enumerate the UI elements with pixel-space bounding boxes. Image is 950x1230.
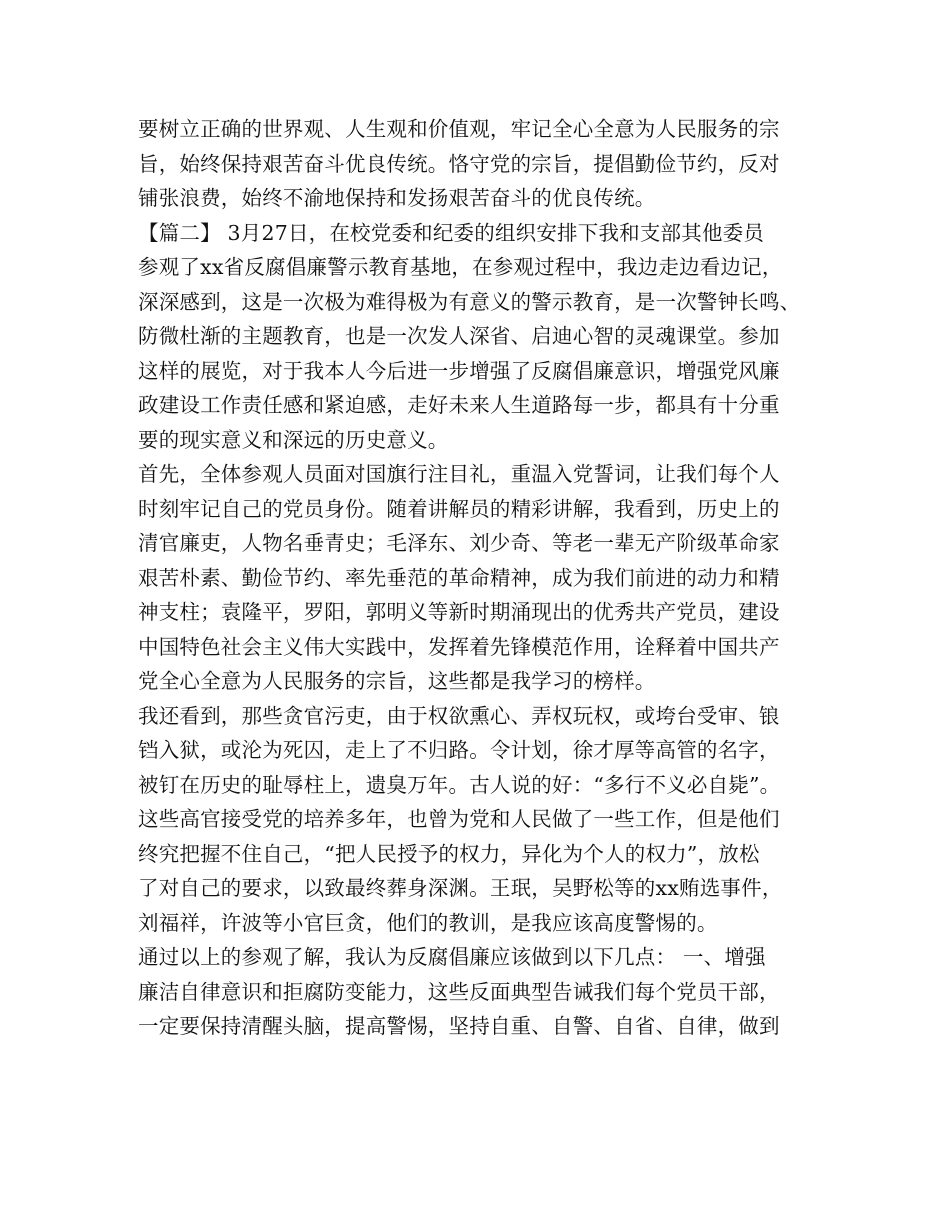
- text-line: 党全心全意为人民服务的宗旨，这些都是我学习的榜样。: [138, 669, 656, 693]
- text-line: 要树立正确的世界观、人生观和价值观，牢记全心全意为人民服务的宗: [138, 117, 780, 141]
- text-line: 通过以上的参观了解，我认为反腐倡廉应该做到以下几点： 一、增强: [138, 945, 766, 969]
- document-body: [138, 112, 838, 1044]
- text-line: 清官廉吏，人物名垂青史；毛泽东、刘少奇、等老一辈无产阶级革命家: [138, 531, 780, 555]
- text-line: 深深感到，这是一次极为难得极为有意义的警示教育，是一次警钟长鸣、: [138, 289, 801, 314]
- text-line: 这样的展览，对于我本人今后进一步增强了反腐倡廉意识，增强党风廉: [138, 358, 780, 383]
- text-line: 政建设工作责任感和紧迫感，走好未来人生道路每一步，都具有十分重: [138, 393, 780, 417]
- text-line: 中国特色社会主义伟大实践中，发挥着先锋模范作用，诠释着中国共产: [138, 634, 780, 659]
- text-line: 刘福祥，许波等小官巨贪，他们的教训，是我应该高度警惕的。: [138, 910, 718, 935]
- text-line: 廉洁自律意识和拒腐防变能力，这些反面典型告诫我们每个党员干部，: [138, 979, 780, 1004]
- text-line: 铛入狱，或沦为死囚，走上了不归路。令计划，徐才厚等高管的名字，: [138, 738, 780, 762]
- text-line: 【篇二】 3月27日，在校党委和纪委的组织安排下我和支部其他委员: [138, 220, 765, 245]
- text-line: 终究把握不住自己，“把人民授予的权力，异化为个人的权力”，放松: [138, 841, 760, 866]
- text-line: 这些高官接受党的培养多年，也曾为党和人民做了一些工作，但是他们: [138, 807, 780, 831]
- text-line: 艰苦朴素、勤俭节约、率先垂范的革命精神，成为我们前进的动力和精: [138, 565, 780, 590]
- text-line: 防微杜渐的主题教育，也是一次发人深省、启迪心智的灵魂课堂。参加: [138, 324, 780, 348]
- text-line: 铺张浪费，始终不渝地保持和发扬艰苦奋斗的优良传统。: [138, 186, 656, 210]
- text-line: 旨，始终保持艰苦奋斗优良传统。恪守党的宗旨，提倡勤俭节约，反对: [138, 151, 780, 176]
- text-line: 参观了xx省反腐倡廉警示教育基地，在参观过程中，我边走边看边记，: [138, 255, 783, 279]
- text-line: 时刻牢记自己的党员身份。随着讲解员的精彩讲解，我看到，历史上的: [138, 496, 780, 521]
- text-line: 了对自己的要求，以致最终葬身深渊。王珉，吴野松等的xx贿选事件，: [138, 876, 783, 900]
- text-line: 首先，全体参观人员面对国旗行注目礼，重温入党誓词，让我们每个人: [138, 462, 780, 486]
- text-line: 我还看到，那些贪官污吏，由于权欲熏心、弄权玩权，或垮台受审、锒: [138, 703, 780, 728]
- text-line: 要的现实意义和深远的历史意义。: [138, 427, 449, 452]
- text-line: 神支柱；袁隆平，罗阳，郭明义等新时期涌现出的优秀共产党员，建设: [138, 600, 780, 624]
- text-line: 一定要保持清醒头脑，提高警惕，坚持自重、自警、自省、自律，做到: [138, 1014, 780, 1038]
- text-line: 被钉在历史的耻辱柱上，遗臭万年。古人说的好：“多行不义必自毙”。: [138, 772, 781, 797]
